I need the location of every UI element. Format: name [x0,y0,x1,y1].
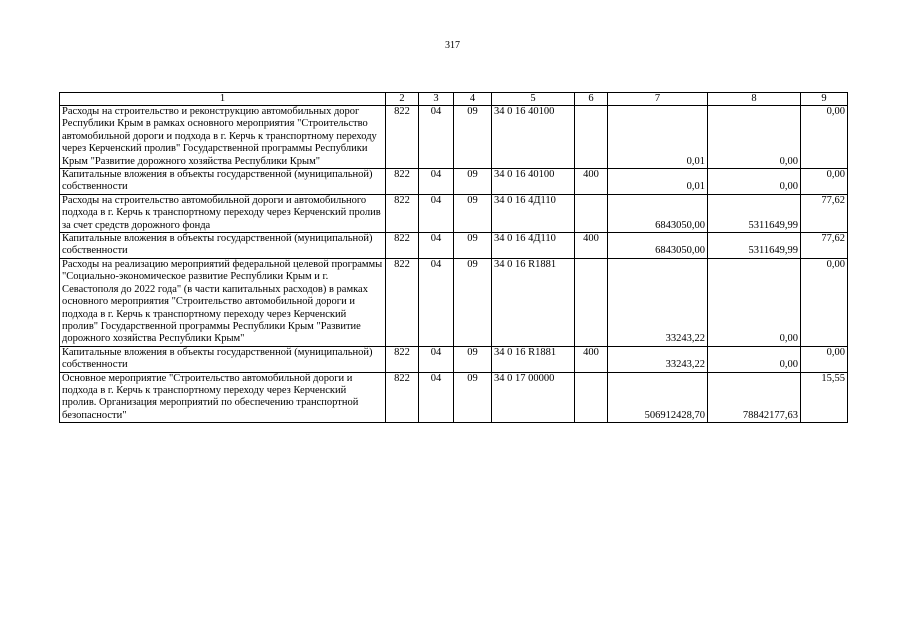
row-description: Расходы на реализацию мероприятий федеральной целевой программы "Социально-экономическое развитие Республики Крым и г. Севастополя до 2022 года" (в части капитальных расходов) в рамках основного мероприятия "Строительство автомобильной дороги и подхода в г. Керчь к транспортному переходу через Керченский пролив" Государственной программы Республики Крым "Развитие дорожного хозяйства Республики Крым" [60,258,386,346]
row-target-article: 34 0 16 R1881 [492,346,575,372]
table-row [60,194,848,232]
table-row [60,346,848,372]
row-target-article: 34 0 16 R1881 [492,258,575,346]
column-header: 4 [454,93,492,106]
row-subsection: 09 [454,106,492,169]
row-target-article: 34 0 16 4Д110 [492,194,575,232]
row-subsection: 09 [454,372,492,423]
row-subsection: 09 [454,169,492,195]
row-description: Расходы на строительство и реконструкцию автомобильных дорог Республики Крым в рамках основного мероприятия "Строительство автомобильной дороги и подхода в г. Керчь к транспортному переходу через Керченский пролив" Государственной программы Республики Крым "Развитие дорожного хозяйства Республики Крым" [60,106,386,169]
row-admin-code: 822 [386,233,419,259]
row-subsection: 09 [454,194,492,232]
table-row [60,258,848,346]
row-expense-type: 400 [575,169,608,195]
row-percent: 0,00 [801,346,848,372]
row-planned-amount: 506912428,70 [608,372,708,423]
row-expense-type [575,372,608,423]
row-target-article: 34 0 16 40100 [492,169,575,195]
column-header: 3 [419,93,454,106]
row-executed-amount: 0,00 [708,346,801,372]
row-description: Капитальные вложения в объекты государственной (муниципальной) собственности [60,346,386,372]
row-executed-amount: 5311649,99 [708,233,801,259]
row-expense-type [575,106,608,169]
row-section: 04 [419,346,454,372]
column-header: 9 [801,93,848,106]
column-header: 6 [575,93,608,106]
row-description: Расходы на строительство автомобильной дороги и автомобильного подхода в г. Керчь к транспортному переходу через Керченский пролив за счет средств дорожного фонда [60,194,386,232]
table-row [60,233,848,259]
column-header: 2 [386,93,419,106]
row-subsection: 09 [454,346,492,372]
row-admin-code: 822 [386,169,419,195]
row-percent: 0,00 [801,169,848,195]
row-planned-amount: 0,01 [608,106,708,169]
row-executed-amount: 0,00 [708,169,801,195]
row-planned-amount: 6843050,00 [608,194,708,232]
row-expense-type: 400 [575,233,608,259]
budget-table [59,92,848,423]
row-percent: 77,62 [801,194,848,232]
row-section: 04 [419,233,454,259]
row-subsection: 09 [454,258,492,346]
row-section: 04 [419,372,454,423]
row-target-article: 34 0 17 00000 [492,372,575,423]
row-planned-amount: 6843050,00 [608,233,708,259]
row-executed-amount: 5311649,99 [708,194,801,232]
row-admin-code: 822 [386,106,419,169]
row-section: 04 [419,258,454,346]
row-description: Капитальные вложения в объекты государственной (муниципальной) собственности [60,169,386,195]
row-percent: 0,00 [801,258,848,346]
row-planned-amount: 0,01 [608,169,708,195]
row-percent: 77,62 [801,233,848,259]
row-target-article: 34 0 16 4Д110 [492,233,575,259]
column-header: 8 [708,93,801,106]
row-executed-amount: 0,00 [708,258,801,346]
row-subsection: 09 [454,233,492,259]
column-header: 1 [60,93,386,106]
table-row [60,106,848,169]
row-percent: 0,00 [801,106,848,169]
row-executed-amount: 0,00 [708,106,801,169]
row-section: 04 [419,106,454,169]
row-section: 04 [419,169,454,195]
row-planned-amount: 33243,22 [608,258,708,346]
row-target-article: 34 0 16 40100 [492,106,575,169]
row-expense-type [575,194,608,232]
page-number: 317 [445,40,460,51]
row-admin-code: 822 [386,258,419,346]
row-expense-type: 400 [575,346,608,372]
row-percent: 15,55 [801,372,848,423]
row-description: Основное мероприятие "Строительство автомобильной дороги и подхода в г. Керчь к транспортному переходу через Керченский пролив. Организация мероприятий по обеспечению транспортной безопасности" [60,372,386,423]
row-section: 04 [419,194,454,232]
row-description: Капитальные вложения в объекты государственной (муниципальной) собственности [60,233,386,259]
table-row [60,372,848,423]
row-expense-type [575,258,608,346]
row-admin-code: 822 [386,194,419,232]
row-planned-amount: 33243,22 [608,346,708,372]
column-header: 5 [492,93,575,106]
header-row [60,93,848,106]
row-admin-code: 822 [386,372,419,423]
column-header: 7 [608,93,708,106]
table-row [60,169,848,195]
row-executed-amount: 78842177,63 [708,372,801,423]
row-admin-code: 822 [386,346,419,372]
